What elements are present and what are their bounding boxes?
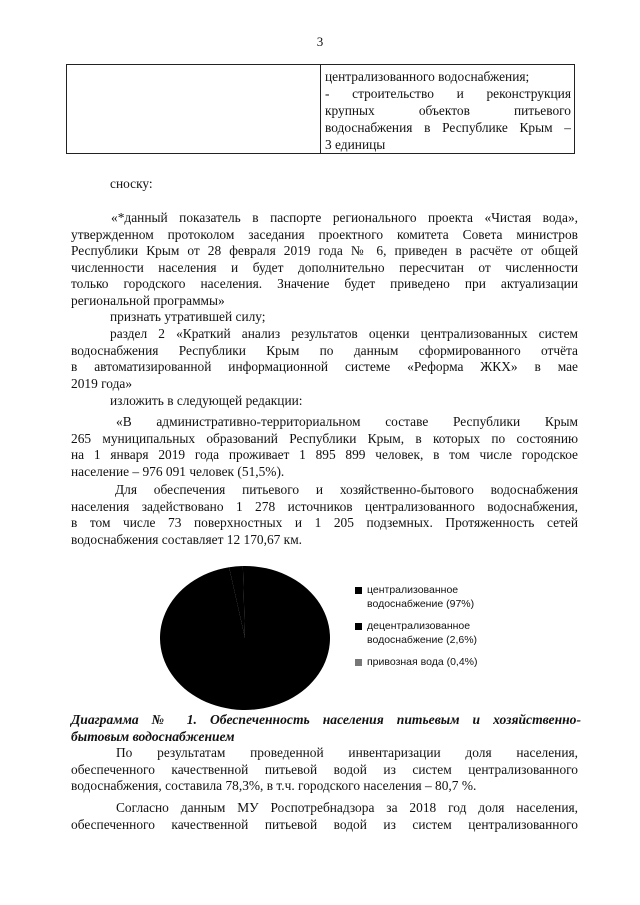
legend-item xyxy=(355,583,478,611)
legend-swatch xyxy=(355,623,362,630)
rospotreb-paragraph xyxy=(71,800,578,833)
text-line: на 1 января 2019 года проживает 1 895 899 человек, в том числе городское xyxy=(71,447,578,462)
legend-item xyxy=(355,619,478,647)
legend-item xyxy=(355,655,478,669)
text-line: водоснабжения Республики Крым по данным сформированного отчёта xyxy=(71,342,578,358)
diagram-caption xyxy=(71,711,581,745)
admin-paragraph xyxy=(71,414,578,480)
text-line: региональной программы» xyxy=(71,292,225,308)
caption-line: бытовым водоснабжением xyxy=(71,729,235,744)
page-number: 3 xyxy=(316,34,324,49)
text-line: Согласно данным МУ Роспотребнадзора за 2018 год доля населения, xyxy=(116,800,578,815)
text-line: водоснабжения, составила 78,3%, в т.ч. городского населения – 80,7 %. xyxy=(71,778,477,793)
table-line: централизованного водоснабжения; xyxy=(325,69,530,84)
legend-label: централизованное xyxy=(367,584,459,596)
text-line: По результатам проведенной инвентаризации доля населения, xyxy=(116,745,578,760)
text-line: население – 976 091 человек (51,5%). xyxy=(71,463,285,479)
footnote-paragraph xyxy=(71,210,578,309)
text-line: только городского населения. Значение будет приведено при актуализации xyxy=(71,276,578,291)
caption-line: Диаграмма № 1. Обеспеченность населения питьевым и хозяйственно- xyxy=(71,712,581,727)
table-column-divider xyxy=(320,65,321,153)
snosku-label: сноску: xyxy=(110,176,153,191)
legend-swatch xyxy=(355,587,362,594)
text-line: 2019 года» xyxy=(71,375,133,391)
text-line: раздел 2 «Краткий анализ результатов оценки централизованных систем xyxy=(110,326,578,341)
text-line: Для обеспечения питьевого и хозяйственно-бытового водоснабжения xyxy=(115,482,578,497)
text-line: численности населения и будет дополнительно пересчитан от численности xyxy=(71,259,578,275)
state-as: изложить в следующей редакции: xyxy=(110,393,303,408)
text-line: населения задействовано 1 278 источников централизованного водоснабжения, xyxy=(71,498,578,514)
text-line: «*данный показатель в паспорте регионального проекта «Чистая вода», xyxy=(111,210,578,225)
text-line: в том числе 73 поверхностных и 1 205 подземных. Протяженность сетей xyxy=(71,515,578,530)
table-line: крупных объектов питьевого xyxy=(325,103,571,118)
text-line: утвержденном протоколом заседания проектного комитета Совета министров xyxy=(71,226,578,242)
table-line: 3 единицы xyxy=(325,137,386,152)
text-line: обеспеченного качественной питьевой водой из систем централизованного xyxy=(71,816,578,832)
legend-label: децентрализованное xyxy=(367,620,471,632)
pie-chart xyxy=(150,563,340,718)
legend-label: водоснабжение (97%) xyxy=(367,598,475,610)
text-line: 265 муниципальных образований Республики Крым, в которых по состоянию xyxy=(71,430,578,446)
inventory-paragraph xyxy=(71,745,578,795)
text-line: «В административно-территориальном составе Республики Крым xyxy=(116,414,578,429)
supply-paragraph xyxy=(71,482,578,548)
text-line: Республики Крым от 28 февраля 2019 года № 6, приведен в расчёте от общей xyxy=(71,243,578,258)
text-line: водоснабжения составляет 12 170,67 км. xyxy=(71,531,303,547)
legend-label: привозная вода (0,4%) xyxy=(367,656,478,668)
legend-swatch xyxy=(355,659,362,666)
table-line: водоснабжения в Республике Крым – xyxy=(325,120,571,135)
recognize-invalid: признать утратившей силу; xyxy=(110,309,266,324)
text-line: в автоматизированной информационной системе «Реформа ЖКХ» в мае xyxy=(71,359,578,374)
continuation-table xyxy=(66,64,575,154)
legend-label: водоснабжение (2,6%) xyxy=(367,634,478,646)
chart-legend xyxy=(355,583,478,677)
text-line: обеспеченного качественной питьевой водой из систем централизованного xyxy=(71,761,578,777)
section-paragraph xyxy=(71,326,578,392)
pie-chart-svg xyxy=(150,563,340,713)
table-line: - строительство и реконструкция xyxy=(325,86,571,101)
table-right-cell xyxy=(325,68,571,153)
